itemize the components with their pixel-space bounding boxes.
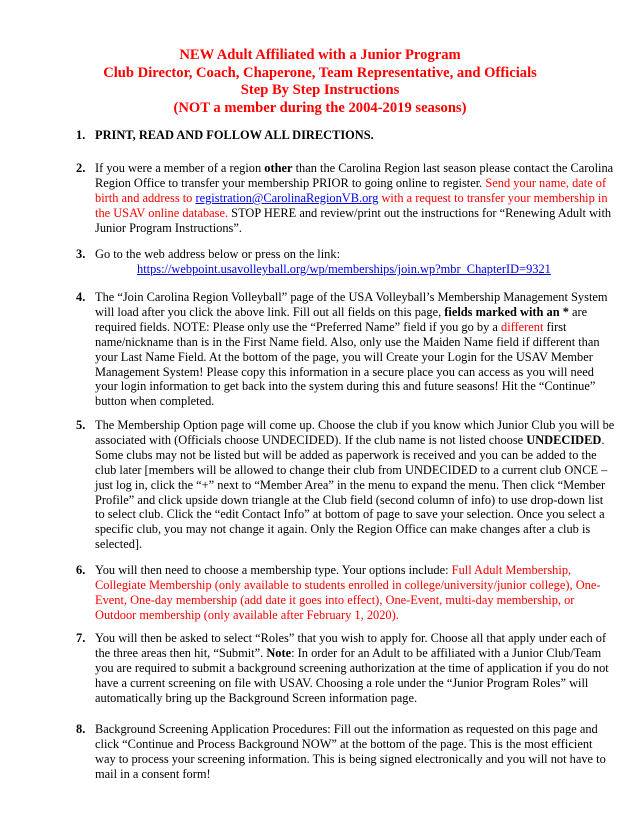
header-line-4: (NOT a member during the 2004-2019 seasons) bbox=[173, 99, 467, 116]
step-number: 1. bbox=[76, 128, 86, 142]
step-number: 4. bbox=[76, 290, 86, 304]
step-number: 2. bbox=[76, 161, 86, 175]
step-text: You will then be asked to select “Roles” that you wish to apply for. Choose all that apply under each of the three areas then hit, “Submit”. Note: In order for an Adult to be affiliated with a Junior Club/Team you are required to submit a background screening authorization at the time of application if you do not have a current screening on file with USAV. Choosing a role under the “Junior Program Roles” will automatically bring up the Background Screen information page. bbox=[95, 631, 609, 705]
step-text: Background Screening Application Procedures: Fill out the information as requested on this page and click “Continue and Process Background NOW” at the bottom of the page. This is the most efficient way to process your screening information. This is being signed electronically and you will not have to mail in a consent form! bbox=[95, 722, 606, 781]
header-line-1: NEW Adult Affiliated with a Junior Program bbox=[179, 47, 461, 63]
step-text: If you were a member of a region other than the Carolina Region last season please contact the Carolina Region Office to transfer your membership PRIOR to going online to register. Send your name, date of birth and address to registration@CarolinaRegionVB.org with a request to transfer your membership in the USAV online database. STOP HERE and review/print out the instructions for “Renewing Adult with Junior Program Instructions”. bbox=[95, 161, 614, 235]
step-number: 5. bbox=[76, 418, 86, 432]
step-text: PRINT, READ AND FOLLOW ALL DIRECTIONS. bbox=[95, 128, 374, 142]
header-line-2: Club Director, Coach, Chaperone, Team Representative, and Officials bbox=[103, 64, 537, 81]
step-number: 3. bbox=[76, 247, 86, 261]
header-line-3: Step By Step Instructions bbox=[240, 82, 400, 99]
step-text: The “Join Carolina Region Volleyball” page of the USA Volleyball’s Membership Management System will load after you click the above link. Fill out all fields on this page, fields marked with an * are required fields. NOTE: Please only use the “Preferred Name” field if you go by a different first name/nickname than is in the First Name field. Also, only use the Maiden Name field if different than your Last Name Field. At the bottom of the page, you will Create your Login for the USAV Member Management System! Please copy this information in a secure place you can access as you will need your login information to get back into the system during this and future seasons! Hit the “Continue” button when completed. bbox=[95, 290, 608, 409]
step-number: 6. bbox=[76, 563, 86, 577]
email-link[interactable]: registration@CarolinaRegionVB.org bbox=[195, 190, 379, 205]
step-text: Go to the web address below or press on the link: https://webpoint.usavolleyball.org/wp/memberships/join.wp?mbr_ChapterID=9321 bbox=[95, 247, 615, 277]
step-text: You will then need to choose a membership type. Your options include: Full Adult Membership, Collegiate Membership (only available to students enrolled in college/university/junior college), One-Event, One-day membership (add date it goes into effect), One-Event, multi-day membership, or Outdoor membership (only available after February 1, 2020). bbox=[95, 563, 601, 622]
document-header bbox=[0, 47, 640, 117]
step-text: The Membership Option page will come up. Choose the club if you know which Junior Club you will be associated with (Officials choose UNDECIDED). If the club name is not listed choose UNDECIDED. Some clubs may not be listed but will be added as paperwork is received and you can be added to the club later [members will be allowed to change their club from UNDECIDED to a current club ONCE – just log in, click the “+” next to “Member Area” in the menu to expand the menu. Then click “Member Profile” and click upside down triangle at the Club field (second column of info) to use drop-down list to select club. Click the “edit Contact Info” at bottom of page to save your selection. Once you select a specific club, you may not change it again. Only the Region Office can make changes after a club is selected]. bbox=[95, 418, 615, 552]
step-number: 8. bbox=[76, 722, 86, 736]
registration-url-link[interactable]: https://webpoint.usavolleyball.org/wp/memberships/join.wp?mbr_ChapterID=9321 bbox=[137, 261, 551, 276]
step-number: 7. bbox=[76, 631, 86, 645]
